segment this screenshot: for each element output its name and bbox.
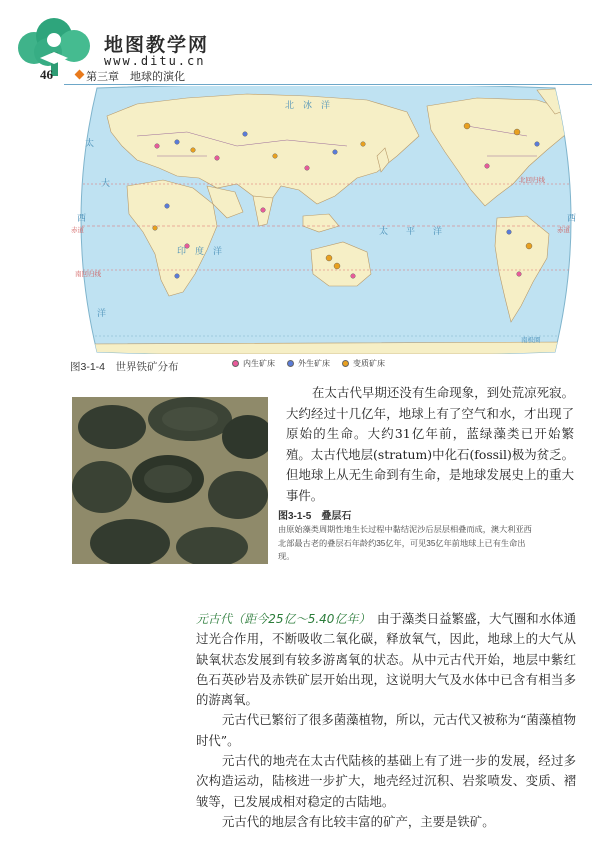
map-label-tropic-cancer: 北回归线: [519, 177, 545, 184]
map-label-arctic-ocean: 北 冰 洋: [285, 101, 331, 111]
era-text: 由于藻类日益繁盛，大气圈和水体通过光合作用，不断吸收二氧化碳，释放氧气，因此，地球上的大气从缺氧状态发展到有较多游离氧的状态。从中元古代开始，地层中紫红色石英砂岩及赤铁矿层开始出现，这说明大气及水体中已含有相当多的游离氧。: [196, 611, 576, 708]
body-paragraph: 元古代的地层含有比较丰富的矿产，主要是铁矿。: [222, 813, 495, 829]
legend-item-metamorphic: 变质矿床: [342, 358, 385, 369]
page-number: 46: [40, 67, 53, 82]
chapter-title: 第三章 地球的演化: [86, 71, 185, 83]
body-paragraph: 元古代的地壳在太古代陆核的基础上有了进一步的发展，经过多次构造运动，陆核进一步扩大，地壳经过沉积、岩浆喷发、变质、褶皱等，已发展成相对稳定的古陆地。: [196, 753, 576, 809]
map-label-equator-right: 赤道: [557, 227, 570, 234]
map-label-atlantic-east: 西: [567, 214, 577, 224]
map-legend: [232, 358, 397, 369]
paragraph-archean: 在太古代早期还没有生命现象，到处荒凉死寂。大约经过十几亿年，地球上有了空气和水，才出现了原始的生命。大约31亿年前，蓝绿藻类已开始繁殖。太古代地层(stratum)中化石(fossil)极为贫乏。但地球上从无生命到有生命，是地球发展史上的重大事件。: [286, 385, 574, 503]
legend-dot-icon: [342, 360, 349, 367]
figure-description-stromatolite: 由原始藻类周期性地生长过程中黏结泥沙后层层相叠而成，澳大利亚西北部最古老的叠层石年龄约35亿年，可见35亿年前地球上已有生命出现。: [278, 525, 532, 561]
world-iron-ore-map: [67, 86, 585, 354]
map-label-indian-ocean: 印 度 洋: [177, 247, 223, 257]
map-label-antarctic-circle: 南极圈: [521, 337, 541, 344]
legend-dot-icon: [232, 360, 239, 367]
body-paragraph: 元古代已繁衍了很多菌藻植物，所以，元古代又被称为“菌藻植物时代”。: [196, 712, 576, 748]
map-label-pacific: 太 平 洋: [379, 227, 443, 237]
site-url: www.ditu.cn: [104, 54, 206, 68]
map-label-tropic-capricorn: 南回归线: [75, 271, 101, 278]
header-rule: [64, 84, 592, 85]
map-caption: 图3-1-4 世界铁矿分布: [70, 361, 179, 373]
site-title: 地图教学网: [104, 34, 210, 56]
legend-item-endogenic: 内生矿床: [232, 358, 275, 369]
era-title-proterozoic: 元古代（距今25亿～5.40亿年）: [196, 612, 365, 626]
map-label-pacific-west: 太: [85, 139, 95, 149]
era-paragraph: [196, 609, 576, 832]
legend-item-exogenic: 外生矿床: [287, 358, 330, 369]
map-label-equator-left: 赤道: [71, 227, 84, 234]
figure-caption-stromatolite: 图3-1-5 叠层石: [278, 511, 352, 522]
map-label-atlantic-north: 大: [101, 179, 111, 189]
map-label-atlantic-west: 西: [77, 214, 87, 224]
map-label-ocean-sw: 洋: [97, 309, 107, 319]
stromatolite-photo: [72, 397, 268, 564]
legend-dot-icon: [287, 360, 294, 367]
